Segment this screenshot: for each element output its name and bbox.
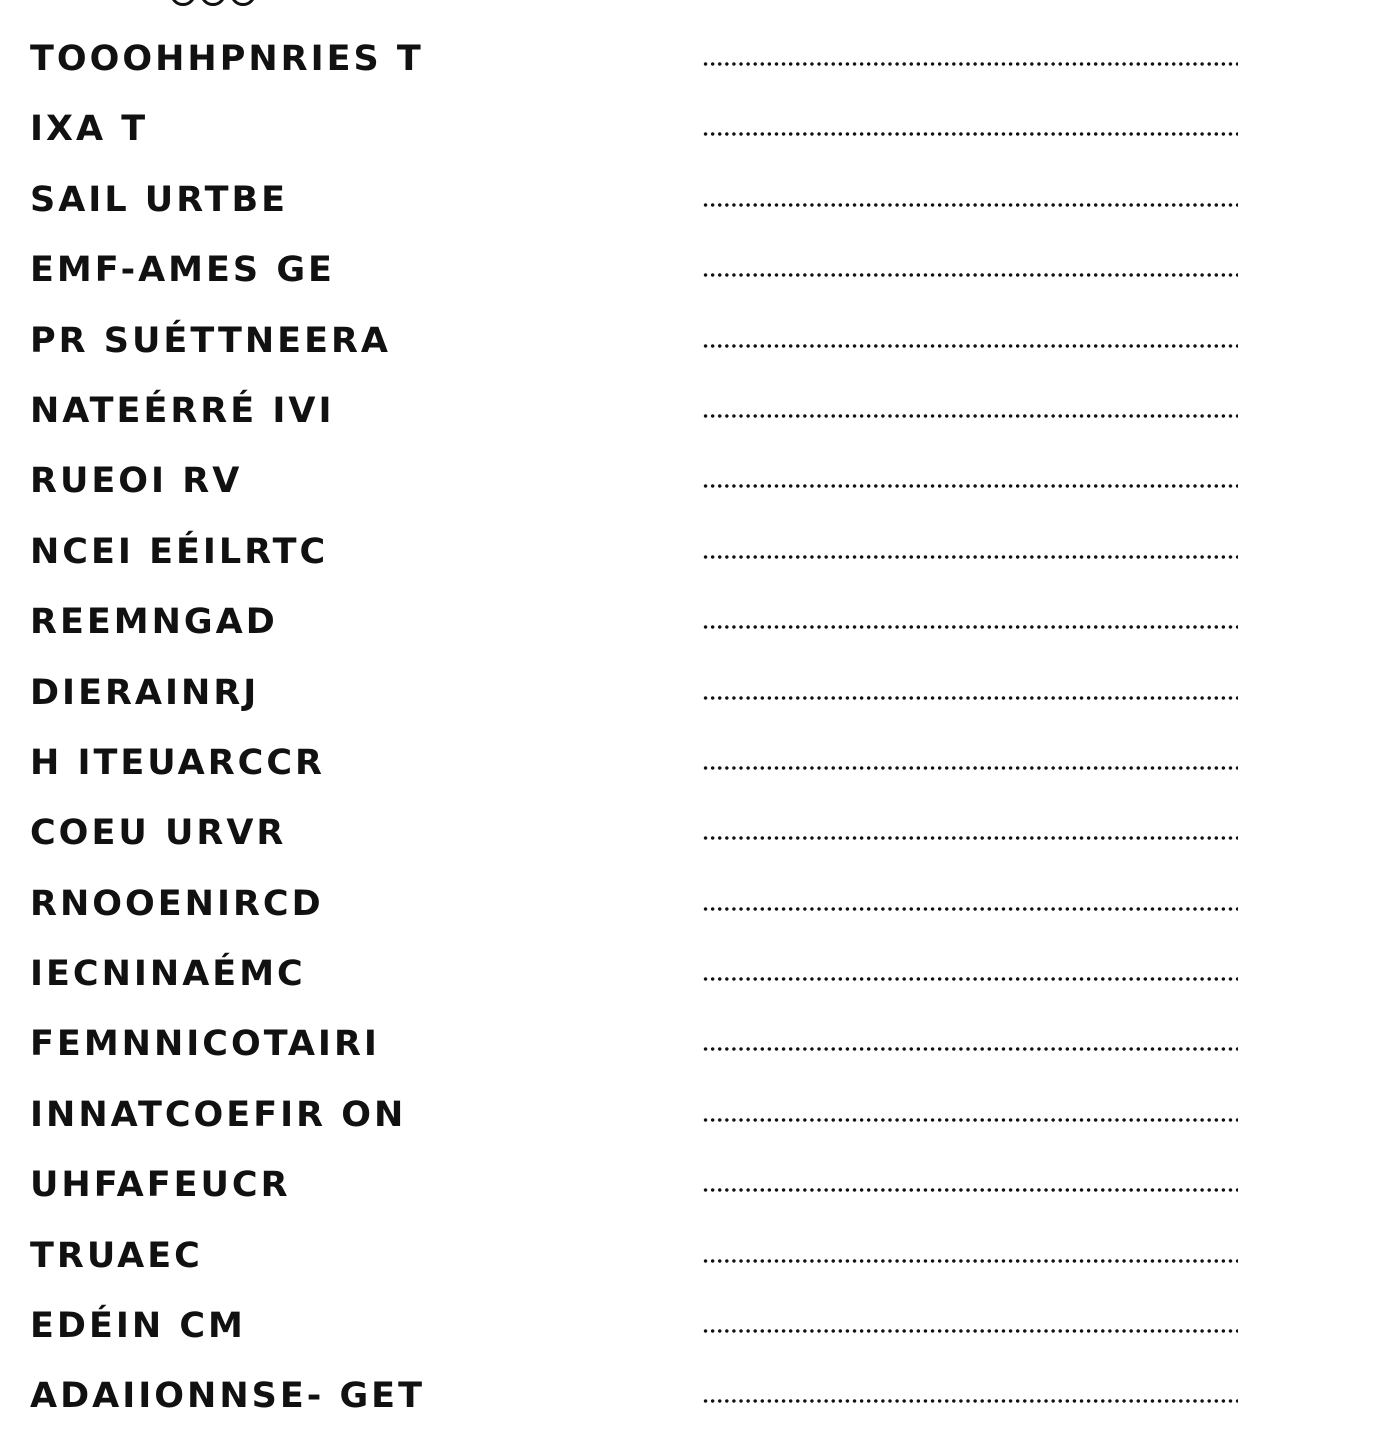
scrambled-word: INNATCOEFIR ON — [30, 1094, 407, 1135]
list-item — [30, 1304, 1370, 1374]
answer-line[interactable] — [702, 976, 1238, 982]
list-item — [30, 1163, 1370, 1233]
list-item — [30, 37, 1370, 107]
list-item — [30, 389, 1370, 459]
list-item — [30, 107, 1370, 177]
scrambled-word: IECNINAÉMC — [30, 954, 306, 995]
answer-line[interactable] — [702, 272, 1238, 278]
list-item — [30, 952, 1370, 1022]
answer-line[interactable] — [702, 554, 1238, 560]
answer-line[interactable] — [702, 1046, 1238, 1052]
answer-line[interactable] — [702, 906, 1238, 912]
list-item — [30, 178, 1370, 248]
scrambled-word: DIERAINRJ — [30, 672, 260, 713]
list-item — [30, 741, 1370, 811]
scrambled-word: EMF-AMES GE — [30, 250, 335, 291]
answer-line[interactable] — [702, 413, 1238, 419]
list-item — [30, 811, 1370, 881]
scrambled-word: TRUAEC — [30, 1235, 203, 1276]
scrambled-word: ADAIIONNSE- GET — [30, 1376, 425, 1417]
scrambled-word: SAIL URTBE — [30, 179, 289, 220]
answer-line[interactable] — [702, 202, 1238, 208]
answer-line[interactable] — [702, 483, 1238, 489]
answer-line[interactable] — [702, 131, 1238, 137]
list-item — [30, 319, 1370, 389]
answer-line[interactable] — [702, 1187, 1238, 1193]
list-item — [30, 1022, 1370, 1092]
list-item — [30, 882, 1370, 952]
list-item — [30, 1093, 1370, 1163]
cutoff-glyph — [200, 0, 226, 6]
answer-line[interactable] — [702, 1258, 1238, 1264]
answer-line[interactable] — [702, 765, 1238, 771]
cutoff-decoration — [170, 0, 290, 6]
scrambled-word: PR SUÉTTNEERA — [30, 320, 392, 361]
list-item — [30, 1374, 1370, 1444]
list-item — [30, 671, 1370, 741]
list-item — [30, 530, 1370, 600]
list-item — [30, 600, 1370, 670]
scrambled-word: NCEI EÉILRTC — [30, 531, 329, 572]
cutoff-glyph — [170, 0, 196, 6]
answer-line[interactable] — [702, 61, 1238, 67]
answer-line[interactable] — [702, 835, 1238, 841]
scrambled-word: EDÉIN CM — [30, 1306, 246, 1347]
answer-line[interactable] — [702, 1117, 1238, 1123]
scrambled-word: UHFAFEUCR — [30, 1165, 291, 1206]
scrambled-word: RNOOENIRCD — [30, 883, 324, 924]
list-item — [30, 459, 1370, 529]
cutoff-glyph — [230, 0, 256, 6]
word-list — [30, 37, 1370, 1445]
scrambled-word: NATEÉRRÉ IVI — [30, 390, 335, 431]
scrambled-word: TOOOHHPNRIES T — [30, 39, 424, 79]
answer-line[interactable] — [702, 343, 1238, 349]
list-item — [30, 1234, 1370, 1304]
scrambled-word: FEMNNICOTAIRI — [30, 1024, 380, 1065]
scrambled-word: IXA T — [30, 109, 149, 150]
list-item — [30, 248, 1370, 318]
scrambled-word: COEU URVR — [30, 813, 287, 854]
answer-line[interactable] — [702, 1328, 1238, 1334]
answer-line[interactable] — [702, 1398, 1238, 1404]
answer-line[interactable] — [702, 695, 1238, 701]
scrambled-word: RUEOI RV — [30, 461, 243, 502]
scrambled-word: H ITEUARCCR — [30, 742, 325, 783]
answer-line[interactable] — [702, 624, 1238, 630]
scrambled-word: REEMNGAD — [30, 602, 278, 643]
